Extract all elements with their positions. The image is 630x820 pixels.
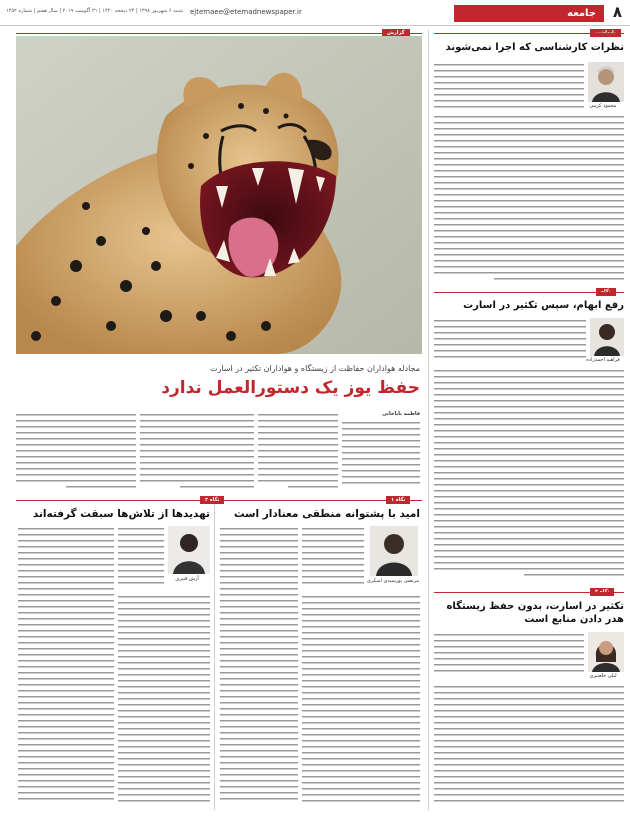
- story-a-text-col-1: [302, 594, 420, 810]
- story-b-text-intro: [118, 526, 164, 590]
- op3-title: تکثیر در اسارت، بدون حفظ زیستگاه هدر دادن منابع است: [446, 601, 624, 625]
- report-rule: [16, 33, 422, 34]
- op3-rule: [434, 592, 624, 593]
- text-lines: [434, 684, 624, 810]
- op3-text-body: [434, 684, 624, 810]
- text-lines: [118, 594, 210, 810]
- story-a-text-intro: [302, 526, 364, 590]
- text-lines: [342, 420, 420, 490]
- text-lines: [118, 526, 164, 590]
- story-b-text-col-1: [118, 594, 210, 810]
- text-lines: [302, 594, 420, 810]
- story-b-author: آرش قنبری: [175, 576, 199, 582]
- op1-author-photo: [588, 62, 624, 102]
- main-text-col-3: [140, 412, 254, 490]
- cheetah-illustration: [16, 36, 422, 354]
- main-author: فاطمه باباخانی: [382, 411, 420, 417]
- main-text-col-1: [342, 420, 420, 490]
- text-lines: [220, 526, 298, 810]
- op2-text-intro: [434, 318, 586, 366]
- right-column-divider: [428, 30, 429, 810]
- op2-author-photo: [590, 318, 624, 356]
- op1-text-intro: [434, 62, 584, 112]
- text-lines: [434, 368, 624, 584]
- text-lines: [434, 62, 584, 112]
- text-lines: [18, 526, 114, 810]
- story-a-text-col-2: [220, 526, 298, 810]
- bottom-a-kicker: نگاه ۱: [386, 496, 410, 504]
- story-a-author: مرتضی پورسیدی اسکری: [366, 578, 420, 584]
- story-b-text-col-2: [18, 526, 114, 810]
- text-lines: [302, 526, 364, 590]
- page-number: ۸: [612, 3, 622, 21]
- contact-email: ejtemaee@etemadnewspaper.ir: [190, 8, 302, 16]
- text-lines: [434, 114, 624, 290]
- story-b-title: تهدیدها از تلاش‌ها سبقت گرفته‌اند: [32, 508, 210, 520]
- op2-rule: [434, 292, 624, 293]
- page-header: [0, 0, 630, 26]
- main-title: حفظ یوز یک دستورالعمل ندارد: [161, 378, 420, 398]
- text-lines: [258, 412, 338, 490]
- op2-text-body: [434, 368, 624, 584]
- text-lines: [16, 412, 136, 490]
- section-title: جامعه: [454, 5, 604, 22]
- story-a-title: امید با پشتوانه منطقی معنادار است: [234, 508, 420, 520]
- main-text-col-2: [258, 412, 338, 490]
- op1-rule: [434, 33, 624, 34]
- main-text-col-4: [16, 412, 136, 490]
- op1-text-body: [434, 114, 624, 290]
- story-a-author-photo: [370, 526, 418, 576]
- op2-title: رفع ابهام، سپس تکثیر در اسارت: [463, 300, 624, 311]
- op1-title: نظرات کارشناسی که اجرا نمی‌شوند: [445, 42, 624, 53]
- report-kicker: گزارش: [382, 29, 410, 37]
- op1-author: محمود کرمی: [589, 103, 617, 109]
- bottom-b-kicker: نگاه ۲: [200, 496, 224, 504]
- text-lines: [434, 632, 584, 680]
- story-b-author-photo: [168, 526, 210, 574]
- main-subtitle: مجادله هواداران حفاظت از زیستگاه و هواداران تکثیر در اسارت: [209, 364, 420, 373]
- op2-author: فراهید احمدزاده: [586, 357, 620, 363]
- op3-author: لیلی خلعتبری: [589, 673, 617, 679]
- issue-dateline: شنبه ۶ شهریور ۱۳۹۸ | ۲۴ ذیحجه ۱۴۴۰ | ۳۱ آگوست ۲۰۱۹ | سال هفتم | شماره ۱۴۵۲: [6, 8, 183, 14]
- text-lines: [140, 412, 254, 490]
- op3-author-photo: [588, 632, 624, 672]
- text-lines: [434, 318, 586, 366]
- op3-text-intro: [434, 632, 584, 680]
- cheetah-photo: [16, 36, 422, 354]
- column-divider: [214, 504, 215, 810]
